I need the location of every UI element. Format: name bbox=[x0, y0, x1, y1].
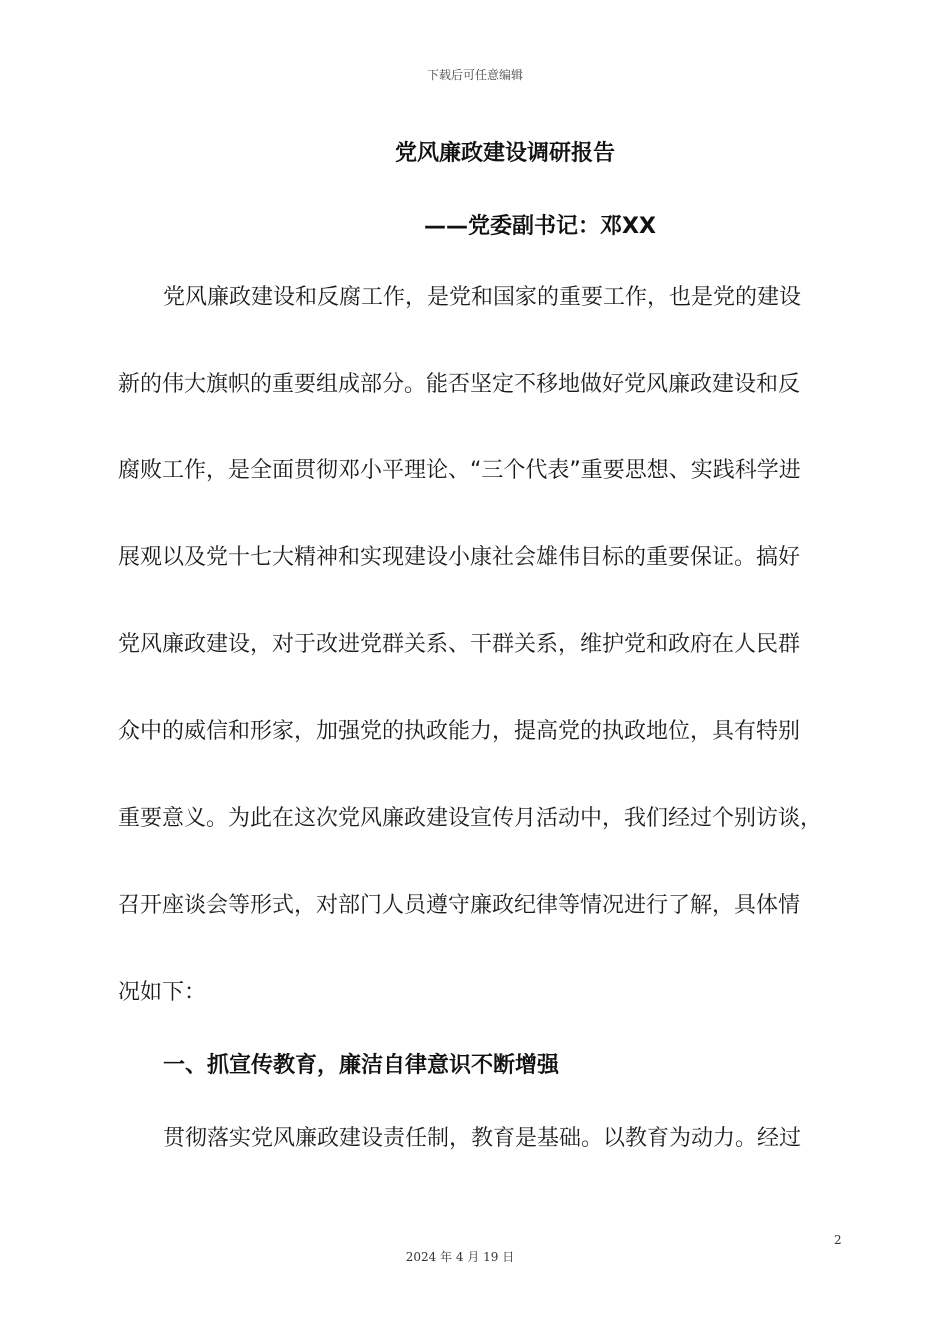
text-line: 党风廉政建设，对于改进党群关系、干群关系，维护党和政府在人民群 bbox=[118, 632, 801, 657]
text-line: 新的伟大旗帜的重要组成部分。能否坚定不移地做好党风廉政建设和反 bbox=[118, 372, 801, 397]
text-line: 重要意义。为此在这次党风廉政建设宣传月活动中，我们经过个别访谈， bbox=[118, 806, 823, 831]
page-number: 2 bbox=[834, 1233, 842, 1247]
footer-date: 2024 年 4 月 19 日 bbox=[405, 1250, 515, 1264]
document-title: 党风廉政建设调研报告 bbox=[394, 141, 615, 166]
document-subtitle: ——党委副书记：邓XX bbox=[424, 214, 656, 239]
text-line: 众中的威信和形家，加强党的执政能力，提高党的执政地位，具有特别 bbox=[118, 719, 801, 744]
section-heading-1: 一、抓宣传教育，廉洁自律意识不断增强 bbox=[163, 1053, 560, 1078]
header-note: 下载后可任意编辑 bbox=[426, 68, 523, 82]
text-line: 贯彻落实党风廉政建设责任制，教育是基础。以教育为动力。经过 bbox=[163, 1126, 802, 1151]
text-line: 腐败工作，是全面贯彻邓小平理论、“三个代表”重要思想、实践科学进 bbox=[118, 458, 801, 483]
text-line: 党风廉政建设和反腐工作，是党和国家的重要工作，也是党的建设 bbox=[163, 285, 802, 310]
text-line: 展观以及党十七大精神和实现建设小康社会雄伟目标的重要保证。搞好 bbox=[118, 545, 801, 570]
text-line: 况如下： bbox=[118, 980, 207, 1005]
text-line: 召开座谈会等形式，对部门人员遵守廉政纪律等情况进行了解，具体情 bbox=[118, 893, 801, 918]
